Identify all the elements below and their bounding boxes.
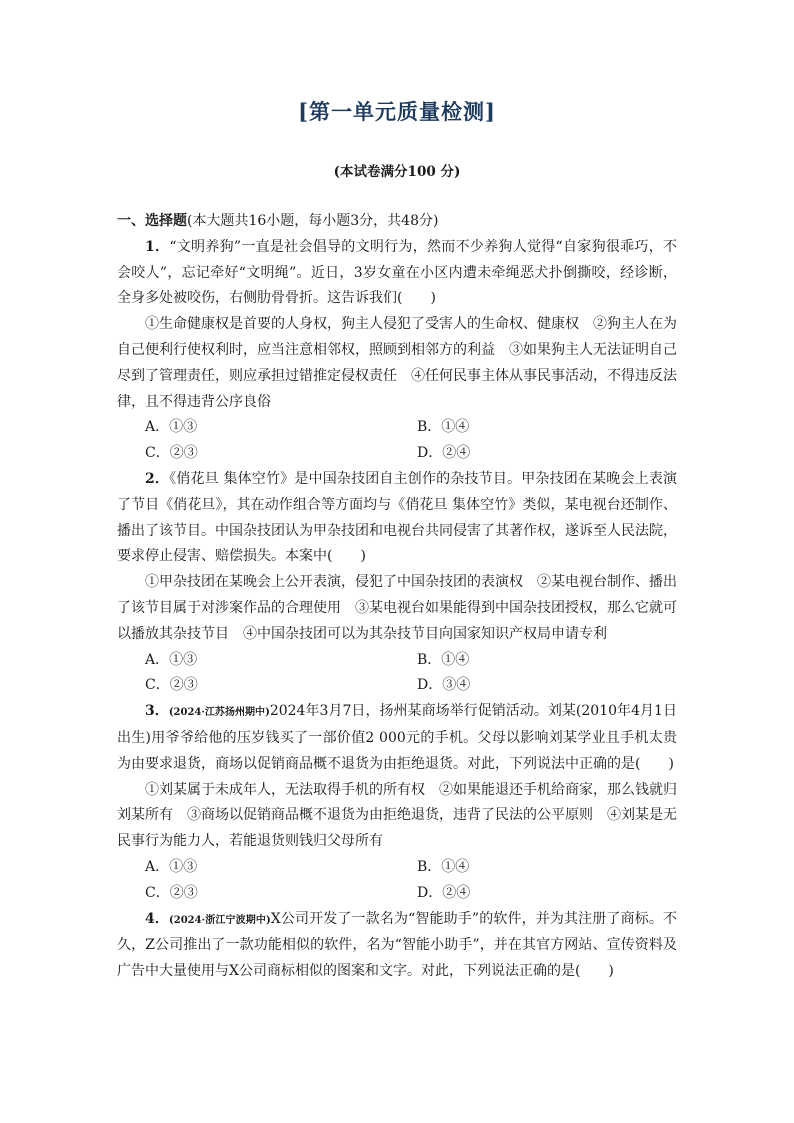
question-number: 1． <box>145 238 170 255</box>
choice-b[interactable]: B．①④ <box>417 858 470 875</box>
answer-choices <box>117 855 677 907</box>
question-text: 《俏花旦 集体空竹》是中国杂技团自主创作的杂技节目。甲杂技团在某晚会上表演了节目《俏花旦》，其在动作组合等方面均与《俏花旦 集体空竹》类似，某电视台还制作、播出了该节目。中国杂技团认为甲杂技团和电视台共同侵害了其著作权，遂诉至人民法院，要求停止侵害、赔偿损失。本案中( ) <box>117 470 677 565</box>
question-2 <box>117 467 677 699</box>
question-3 <box>117 699 677 906</box>
choice-d[interactable]: D．②④ <box>417 884 471 901</box>
question-source-tag: (2024·浙江宁波期中) <box>169 914 271 926</box>
choice-a[interactable]: A．①③ <box>145 858 198 875</box>
question-text: “文明养狗”一直是社会倡导的文明行为，然而不少养狗人觉得“自家狗很乖巧，不会咬人”，忘记牵好“文明绳”。近日，3岁女童在小区内遭未牵绳恶犬扑倒撕咬，经诊断，全身多处被咬伤，右侧肋骨骨折。这告诉我们( ) <box>117 238 677 307</box>
section-label: 一、选择题 <box>117 213 187 229</box>
exam-content <box>117 209 677 985</box>
question-number: 2． <box>145 470 170 487</box>
answer-choices <box>117 648 677 700</box>
question-statements: ①生命健康权是首要的人身权，狗主人侵犯了受害人的生命权、健康权 ②狗主人在为自己便利行使权利时，应当注意相邻权，照顾到相邻方的利益 ③如果狗主人无法证明自己尽到了管理责任，则应承担过错推定侵权责任 ④任何民事主体从事民事活动，不得违反法律，且不得违背公序良俗 <box>117 316 677 410</box>
question-statements: ①刘某属于未成年人，无法取得手机的所有权 ②如果能退还手机给商家，那么钱就归刘某所有 ③商场以促销商品概不退货为由拒绝退货，违背了民法的公平原则 ④刘某是无民事行为能力人，若能退货则钱归父母所有 <box>117 781 677 850</box>
choice-c[interactable]: C．②③ <box>145 677 198 694</box>
question-stem <box>117 467 677 570</box>
choice-b[interactable]: B．①④ <box>417 651 470 668</box>
question-stem <box>117 699 677 777</box>
answer-choices <box>117 415 677 467</box>
section-heading <box>117 209 677 235</box>
choice-a[interactable]: A．①③ <box>145 419 198 436</box>
page-title: [第一单元质量检测] <box>298 99 496 124</box>
choice-d[interactable]: D．②④ <box>417 445 471 462</box>
question-stem <box>117 235 677 312</box>
question-stem <box>117 907 677 985</box>
score-note: (本试卷满分100 分) <box>333 164 461 180</box>
question-text: X公司开发了一款名为“智能助手”的软件，并为其注册了商标。不久，Z公司推出了一款功能相似的软件，名为“智能小助手”，并在其官方网站、宣传资料及广告中大量使用与X公司商标相似的图案和文字。对此，下列说法正确的是( ) <box>117 910 677 980</box>
choice-c[interactable]: C．②③ <box>145 884 198 901</box>
question-number: 4． <box>145 910 170 927</box>
section-note: (本大题共16小题，每小题3分，共48分) <box>187 213 439 229</box>
choice-b[interactable]: B．①④ <box>417 419 470 436</box>
question-text: 2024年3月7日，扬州某商场举行促销活动。刘某(2010年4月1日出生)用爷爷给他的压岁钱买了一部价值2 000元的手机。父母以影响刘某学业且手机太贵为由要求退货，商场以促销商品概不退货为由拒绝退货。对此，下列说法中正确的是( ) <box>117 703 677 772</box>
question-4 <box>117 907 677 985</box>
choice-c[interactable]: C．②③ <box>145 445 198 462</box>
choice-a[interactable]: A．①③ <box>145 651 198 668</box>
question-number: 3． <box>145 703 169 720</box>
question-source-tag: (2024·江苏扬州期中) <box>168 707 270 719</box>
choice-d[interactable]: D．③④ <box>417 677 471 694</box>
question-statements: ①甲杂技团在某晚会上公开表演，侵犯了中国杂技团的表演权 ②某电视台制作、播出了该节目属于对涉案作品的合理使用 ③某电视台如果能得到中国杂技团授权，那么它就可以播放其杂技节目 ④中国杂技团可以为其杂技节目向国家知识产权局申请专利 <box>117 574 677 642</box>
question-1 <box>117 235 677 467</box>
